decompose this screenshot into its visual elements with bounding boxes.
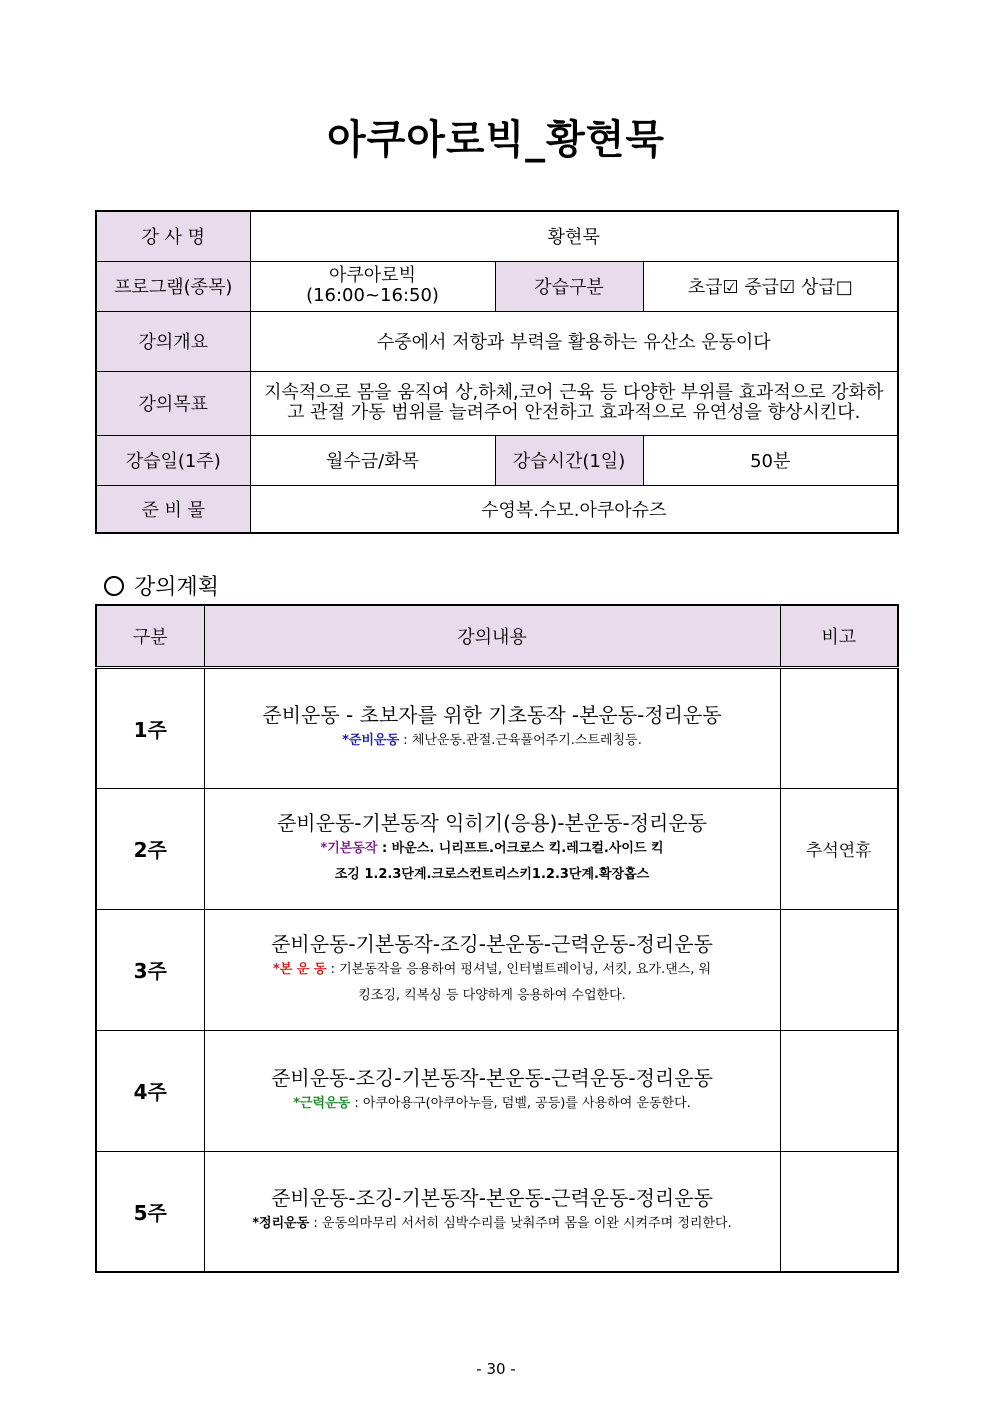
- instructor-value: 황현묵: [250, 211, 898, 261]
- overview-value: 수중에서 저항과 부력을 활용하는 유산소 운동이다: [250, 311, 898, 371]
- overview-label: 강의개요: [96, 311, 250, 371]
- course-info-table: [95, 210, 899, 534]
- table-row: [96, 667, 898, 788]
- week-detail: [209, 728, 776, 754]
- week-content: [204, 909, 780, 1030]
- supplies-value: 수영복.수모.아쿠아슈즈: [250, 485, 898, 533]
- week-detail-text: : 바운스. 니리프트.어크로스 킥.레그컬.사이드 킥: [377, 840, 664, 856]
- week-keyword: *준비운동: [342, 733, 400, 748]
- week-detail: [209, 1211, 776, 1237]
- week-main: 준비운동-조깅-기본동작-본운동-근력운동-정리운동: [271, 1065, 713, 1090]
- table-row: [96, 788, 898, 909]
- program-value: [250, 261, 495, 311]
- week-keyword: *근력운동: [293, 1095, 351, 1111]
- header-note: 비고: [780, 605, 898, 667]
- week-note: 추석연휴: [780, 788, 898, 909]
- week-main: 준비운동 - 초보자를 위한 기초동작 -본운동-정리운동: [262, 703, 722, 727]
- week-note: [780, 1151, 898, 1272]
- week-detail-text: : 기본동작을 응용하여 펑셔널, 인터벌트레이닝, 서킷, 요가.댄스, 워: [326, 961, 712, 977]
- days-label: 강습일(1주): [96, 435, 250, 485]
- program-label: 프로그램(종목): [96, 261, 250, 311]
- week-label: 2주: [96, 788, 204, 909]
- week-note: [780, 909, 898, 1030]
- week-detail-text: : 아쿠아용구(아쿠아누들, 덤벨, 공등)를 사용하여 운동한다.: [350, 1095, 691, 1111]
- level-value: 초급☑ 중급☑ 상급□: [643, 261, 898, 311]
- page-title: 아쿠아로빅_황현묵: [326, 117, 666, 163]
- week-main: 준비운동-기본동작-조깅-본운동-근력운동-정리운동: [271, 931, 713, 956]
- week-label: 4주: [96, 1030, 204, 1151]
- page-number: - 30 -: [476, 1360, 516, 1378]
- program-time: (16:00~16:50): [306, 285, 439, 306]
- supplies-label: 준 비 물: [96, 485, 250, 533]
- week-detail-text: : 체난운동.관절.근육풀어주기.스트레칭등.: [399, 733, 642, 748]
- week-detail-2: 조깅 1.2.3단계.크로스컨트리스키1.2.3단계.확장홉스: [334, 866, 650, 882]
- header-week: 구분: [96, 605, 204, 667]
- week-label: 5주: [96, 1151, 204, 1272]
- week-note: [780, 1030, 898, 1151]
- goal-value: 지속적으로 몸을 움직여 상,하체,코어 근육 등 다양한 부위를 효과적으로 강화하고 관절 가동 범위를 늘려주어 안전하고 효과적으로 유연성을 향상시킨다.: [250, 371, 898, 435]
- week-detail-2: 킹조깅, 킥복싱 등 다양하게 응용하여 수업한다.: [358, 987, 626, 1003]
- table-row: [96, 1030, 898, 1151]
- week-main: 준비운동-기본동작 익히기(응용)-본운동-정리운동: [276, 810, 707, 835]
- circle-bullet-icon: [104, 576, 124, 596]
- week-keyword: *본 운 동: [272, 961, 327, 977]
- week-keyword: *정리운동: [252, 1216, 310, 1232]
- week-label: 1주: [96, 667, 204, 788]
- instructor-label: 강 사 명: [96, 211, 250, 261]
- section-heading: [104, 570, 219, 601]
- week-content: [204, 1030, 780, 1151]
- time-label: 강습시간(1일): [495, 435, 643, 485]
- week-keyword: *기본동작: [320, 840, 378, 856]
- week-detail: [209, 957, 776, 983]
- week-main: 준비운동-조깅-기본동작-본운동-근력운동-정리운동: [271, 1186, 713, 1211]
- program-name: 아쿠아로빅: [329, 265, 416, 286]
- week-content: [204, 1151, 780, 1272]
- week-content: [204, 788, 780, 909]
- table-row: [96, 1151, 898, 1272]
- time-value: 50분: [643, 435, 898, 485]
- goal-label: 강의목표: [96, 371, 250, 435]
- header-content: 강의내용: [204, 605, 780, 667]
- level-label: 강습구분: [495, 261, 643, 311]
- week-detail: [209, 836, 776, 862]
- section-title: 강의계획: [134, 575, 220, 600]
- table-row: [96, 909, 898, 1030]
- week-content: [204, 667, 780, 788]
- days-value: 월수금/화목: [250, 435, 495, 485]
- week-detail: [209, 1091, 776, 1117]
- week-note: [780, 667, 898, 788]
- week-detail-text: : 운동의마무리 서서히 심박수리를 낮춰주며 몸을 이완 시켜주며 정리한다.: [309, 1216, 732, 1232]
- week-label: 3주: [96, 909, 204, 1030]
- lesson-plan-table: [95, 604, 899, 1273]
